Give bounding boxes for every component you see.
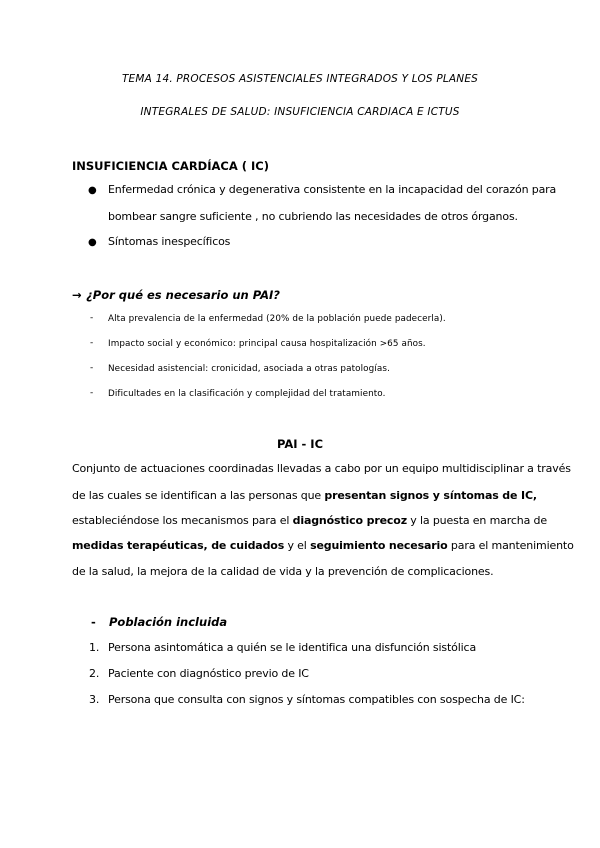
list-item: Persona que consulta con signos y síntomas compatibles con sospecha de IC:: [108, 693, 525, 706]
paragraph-text: y el: [284, 539, 311, 552]
paragraph-text: y la puesta en marcha de: [406, 514, 547, 527]
bullet-text-line-1: Enfermedad crónica y degenerativa consistente en la incapacidad del corazón para: [108, 183, 557, 196]
question-row: [72, 286, 280, 304]
population-heading: Población incluida: [109, 615, 228, 629]
list-number: 2.: [89, 667, 100, 680]
dash-icon: -: [91, 615, 96, 629]
reason-item: Alta prevalencia de la enfermedad (20% de la población puede padecerla).: [108, 314, 446, 324]
paragraph-line-5: de la salud, la mejora de la calidad de vida y la prevención de complicaciones.: [72, 565, 494, 578]
dash-icon: -: [90, 313, 94, 323]
reason-item: Impacto social y económico: principal causa hospitalización >65 años.: [108, 339, 426, 349]
list-item: Persona asintomática a quién se le identifica una disfunción sistólica: [108, 641, 477, 654]
dash-icon: -: [90, 363, 94, 373]
dash-icon: -: [90, 338, 94, 348]
reason-item: Dificultades en la clasificación y complejidad del tratamiento.: [108, 389, 386, 399]
paragraph-text: para el mantenimiento: [447, 539, 574, 552]
paragraph-line-2: [72, 489, 537, 502]
pai-ic-heading: PAI - IC: [276, 437, 324, 451]
title-line-2: INTEGRALES DE SALUD: INSUFICIENCIA CARDIACA E ICTUS: [140, 106, 460, 118]
arrow-icon: →: [72, 288, 82, 302]
paragraph-line-4: [72, 539, 574, 552]
bullet-text-line-2: bombear sangre suficiente , no cubriendo las necesidades de otros órganos.: [108, 210, 518, 223]
list-item: Paciente con diagnóstico previo de IC: [108, 667, 309, 680]
paragraph-bold: presentan signos y síntomas de IC,: [324, 489, 537, 502]
question-heading: ¿Por qué es necesario un PAI?: [86, 288, 280, 302]
paragraph-text: estableciéndose los mecanismos para el: [72, 514, 293, 527]
paragraph-line-3: [72, 514, 547, 527]
list-number: 1.: [89, 641, 100, 654]
list-number: 3.: [89, 693, 100, 706]
paragraph-bold: medidas terapéuticas, de cuidados: [72, 539, 285, 552]
paragraph-bold: diagnóstico precoz: [292, 514, 407, 527]
dash-icon: -: [90, 388, 94, 398]
reason-item: Necesidad asistencial: cronicidad, asociada a otras patologías.: [108, 364, 390, 374]
title-line-1: TEMA 14. PROCESOS ASISTENCIALES INTEGRADOS Y LOS PLANES: [121, 73, 479, 85]
paragraph-line-1: Conjunto de actuaciones coordinadas llevadas a cabo por un equipo multidisciplinar a través: [72, 462, 571, 475]
section-heading-ic: INSUFICIENCIA CARDÍACA ( IC): [72, 159, 269, 173]
bullet-icon: ●: [88, 185, 97, 196]
paragraph-bold: seguimiento necesario: [310, 539, 448, 552]
bullet-text: Síntomas inespecíficos: [108, 235, 231, 248]
paragraph-text: de las cuales se identifican a las personas que: [72, 489, 325, 502]
bullet-icon: ●: [88, 237, 97, 248]
